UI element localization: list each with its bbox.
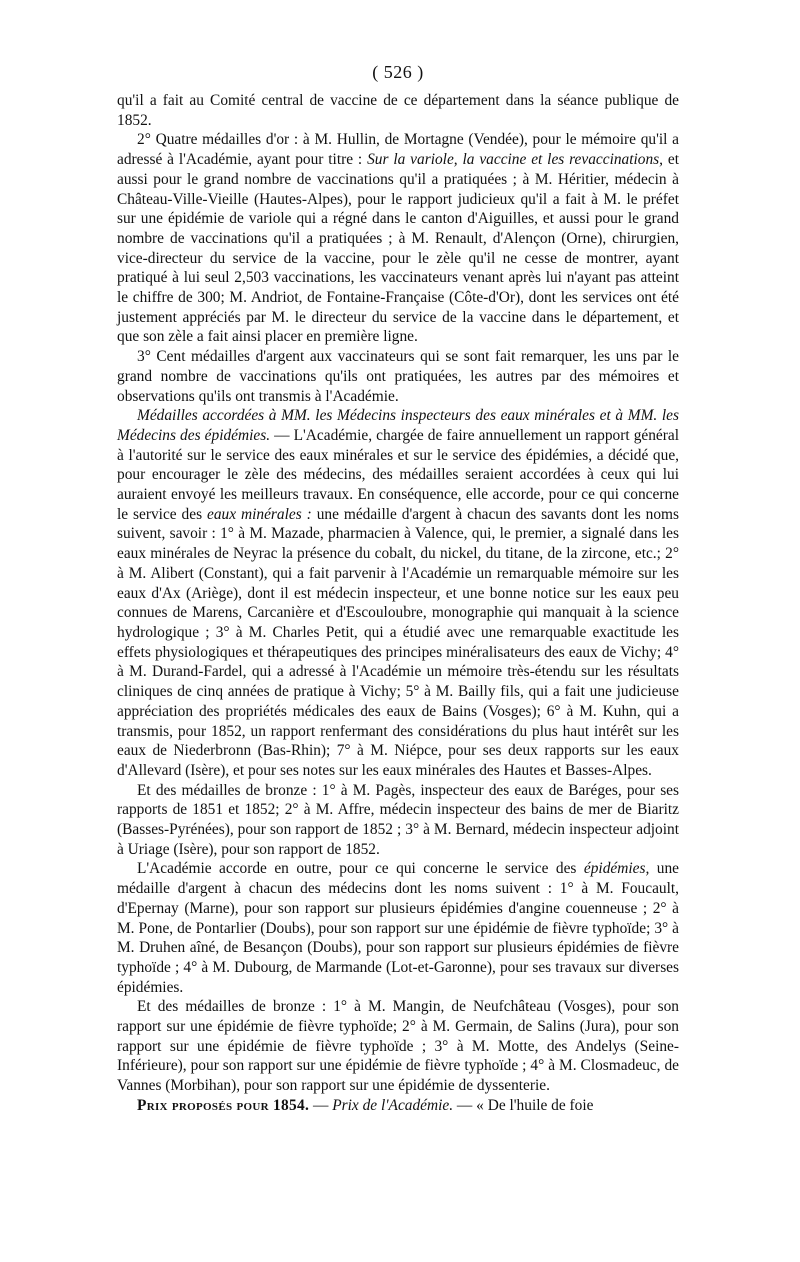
prizes-heading: Prix proposés pour 1854.	[137, 1096, 310, 1114]
paragraph-1: qu'il a fait au Comité central de vaccine de ce département dans la séance publique de 1852.	[117, 92, 679, 129]
text-run: L'Académie accorde en outre, pour ce qui concerne le service des	[137, 860, 584, 878]
paragraph-mineral-waters	[117, 406, 679, 780]
emphasis: Prix de l'Académie.	[332, 1096, 454, 1114]
text-run: 2° Quatre médailles d'or : à M. Hullin, de Mortagne (Vendée), pour le mémoire qu'il a adressé à l'Académie, ayant pour titre :	[117, 131, 679, 169]
paragraph-silver-medals: 3° Cent médailles d'argent aux vaccinateurs qui se sont fait remarquer, les uns par le grand nombre de vaccinations qu'ils ont pratiquées, les autres par des mémoires et observations qu'ils ont transmis à l'Académie.	[117, 348, 679, 405]
page-number: ( 526 )	[372, 62, 424, 82]
text-run: — « De l'huile de foie	[453, 1096, 594, 1114]
text-run: une médaille d'argent à chacun des savants dont les noms suivent, savoir : 1° à M. Mazade, pharmacien à Valence, qui, le premier, a signalé dans les eaux minérales de Neyrac la présence du cobalt, du nickel, du titane, de la zircone, etc.; 2° à M. Alibert (Constant), qui a fait parvenir à l'Académie un remarquable mémoire sur les eaux d'Ax (Ariège), dont il est médecin inspecteur, et une bonne notice sur les eaux peu connues de Marens, Carcanière et d'Escouloubre, monographie qui manquait à la science hydrologique ; 3° à M. Charles Petit, qui a étudié avec une remarquable exactitude les effets physiologiques et thérapeutiques des principes minéralisateurs des eaux de Vichy; 4° à M. Durand-Fardel, qui a adressé à l'Académie un mémoire très-étendu sur les résultats cliniques de cinq années de pratique à Vichy; 5° à M. Bailly fils, qui a fait une judicieuse appréciation des propriétés médicales des eaux de Bains (Vosges); 6° à M. Kuhn, qui a transmis, pour 1852, un rapport renfermant des considérations du plus haut intérêt sur les eaux de Niederbronn (Bas-Rhin); 7° à M. Niépce, pour ses deux rapports sur les eaux d'Allevard (Isère), et pour ses notes sur les eaux minérales des Hautes et Basses-Alpes.	[117, 505, 680, 779]
paragraph-bronze-waters: Et des médailles de bronze : 1° à M. Pagès, inspecteur des eaux de Baréges, pour ses rapports de 1851 et 1852; 2° à M. Affre, médecin inspecteur des bains de mer de Biaritz (Basses-Pyrénées), pour son rapport de 1852 ; 3° à M. Bernard, médecin inspecteur adjoint à Uriage (Isère), pour son rapport de 1852.	[117, 781, 679, 858]
paragraph-prizes	[117, 1096, 679, 1116]
memoir-title: Sur la variole, la vaccine et les revaccinations,	[367, 151, 664, 169]
text-run: — L'Académie, chargée de faire annuellement un rapport général à l'autorité sur le service des eaux minérales et sur le service des épidémies, a décidé que, pour encourager le zèle des médecins, des médailles seraient accordées à ceux qui lui auraient envoyé les meilleurs travaux. En conséquence, elle accorde, pour ce qui concerne le service des	[117, 426, 679, 523]
text-run: une médaille d'argent à chacun des médecins dont les noms suivent : 1° à M. Foucault, d'Epernay (Marne), pour son rapport sur plusieurs épidémies d'angine couenneuse ; 2° à M. Pone, de Pontarlier (Doubs), pour son rapport sur une épidémie de fièvre typhoïde; 3° à M. Druhen aîné, de Besançon (Doubs), pour son rapport sur plusieurs épidémies de fièvre typhoïde ; 4° à M. Dubourg, de Marmande (Lot-et-Garonne), pour ses travaux sur diverses épidémies.	[117, 860, 679, 996]
emphasis: eaux minérales :	[207, 505, 312, 523]
paragraph-gold-medals	[117, 130, 679, 347]
paragraph-epidemics	[117, 859, 679, 997]
text-run: et aussi pour le grand nombre de vaccinations qu'il a pratiquées ; à M. Héritier, médecin à Château-Ville-Vieille (Hautes-Alpes), pour le rapport judicieux qu'il a fait à M. le préfet sur une épidémie de variole qui a régné dans le canton d'Aiguilles, et aussi pour le grand nombre de vaccinations qu'il a pratiquées ; à M. Renault, d'Alençon (Orne), chirurgien, vice-directeur du service de la vaccine, pour le zèle qu'il ne cesse de montrer, ayant pratiqué à lui seul 2,503 vaccinations, les vaccinateurs venant après lui n'ayant pas atteint le chiffre de 300; M. Andriot, de Fontaine-Française (Côte-d'Or), dont les services ont été justement appréciés par M. le directeur du service de la vaccine dans le département, et que son zèle a fait ainsi placer en première ligne.	[117, 151, 680, 346]
document-page	[117, 60, 679, 1116]
emphasis: épidémies,	[583, 860, 650, 878]
paragraph-bronze-epidemics: Et des médailles de bronze : 1° à M. Mangin, de Neufchâteau (Vosges), pour son rapport sur une épidémie de fièvre typhoïde; 2° à M. Germain, de Salins (Jura), pour son rapport sur une épidémie de fièvre typhoïde ; 3° à M. Motte, des Andelys (Seine-Inférieure), pour son rapport sur une épidémie de fièvre typhoïde ; 4° à M. Closmadeuc, de Vannes (Morbihan), pour son rapport sur une épidémie de dyssenterie.	[117, 998, 679, 1095]
text-run: —	[309, 1096, 333, 1114]
section-heading: Médailles accordées à MM. les Médecins inspecteurs des eaux minérales et à MM. les Médecins des épidémies.	[117, 407, 679, 444]
